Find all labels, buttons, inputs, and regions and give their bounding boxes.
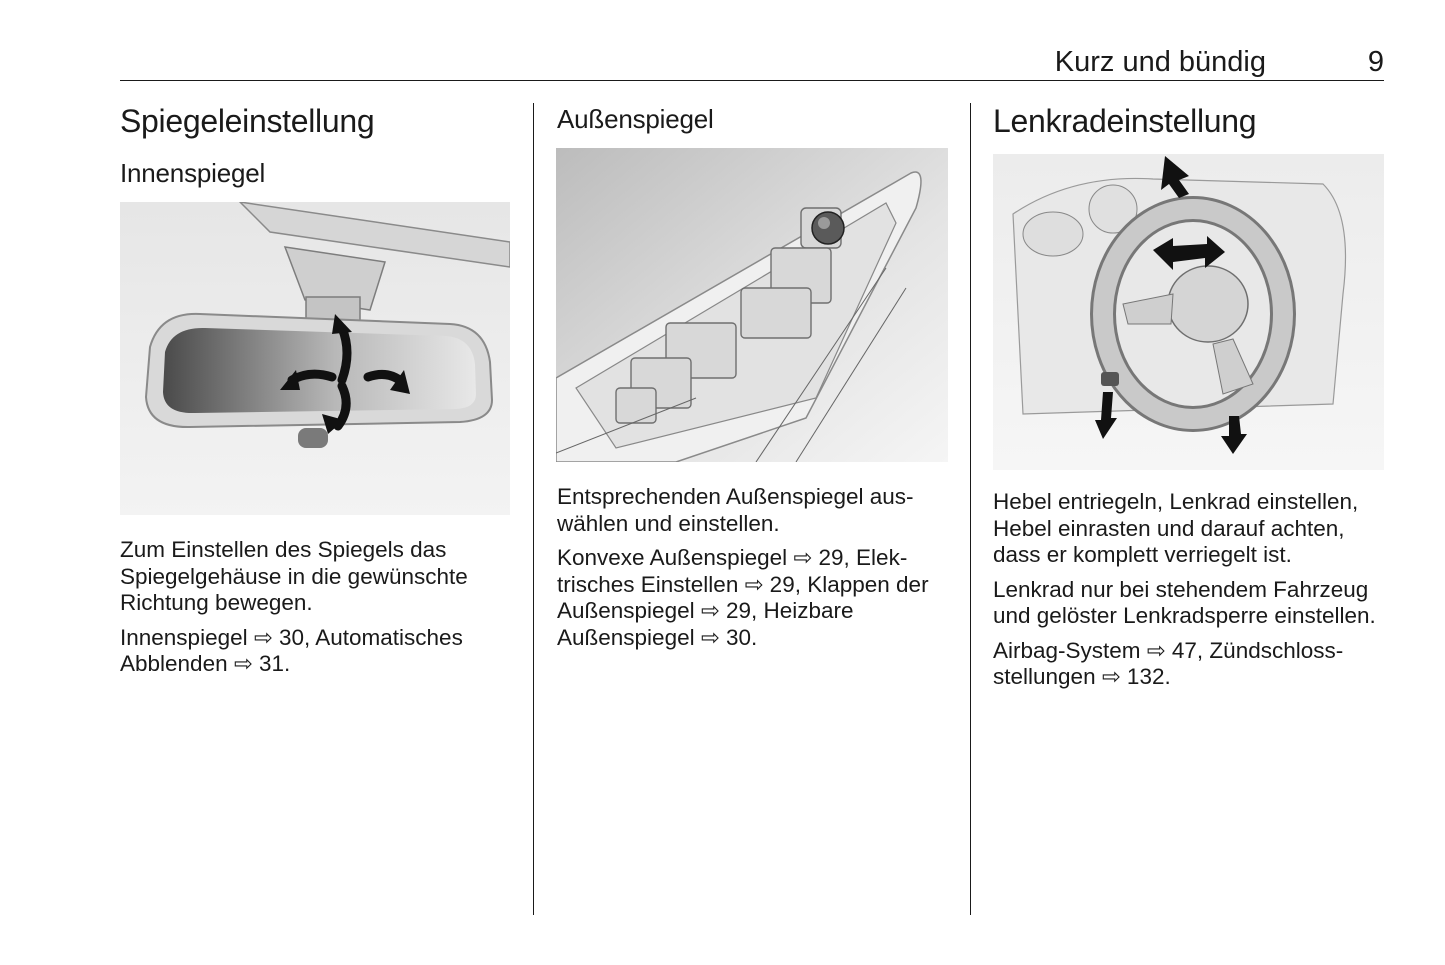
- middle-body: [557, 484, 952, 651]
- page-number: 9: [1367, 46, 1384, 78]
- paragraph: Entsprechenden Außenspiegel auswählen und einstellen.: [557, 484, 914, 536]
- right-body: [993, 489, 1388, 691]
- door-control-panel-illustration: [556, 148, 948, 462]
- left-body: [120, 537, 515, 678]
- header-rule: [120, 80, 1384, 81]
- paragraph: Lenkrad nur bei stehendem Fahrzeug und gelöster Lenkradsperre einstellen.: [993, 576, 1376, 628]
- paragraph: Konvexe Außenspiegel ⇨ 29, Elektrisches Einstellen ⇨ 29, Klappen der Außenspiegel ⇨ 29, Heizbare Außenspiegel ⇨ 30.: [557, 545, 929, 650]
- paragraph: Airbag-System ⇨ 47, Zündschlossstellungen ⇨ 132.: [993, 637, 1344, 689]
- column-divider-right: [970, 103, 971, 915]
- steering-wheel-adjustment-illustration: [993, 154, 1384, 470]
- section-heading-mirror: Spiegeleinstellung: [120, 103, 375, 139]
- rearview-mirror-illustration: [120, 202, 510, 515]
- subheading-exterior-mirror: Außenspiegel: [557, 104, 714, 134]
- running-header-title: Kurz und bündig: [1054, 46, 1266, 78]
- paragraph: Hebel entriegeln, Lenkrad einstellen, Hebel einrasten und darauf achten, dass er komplett verriegelt ist.: [993, 489, 1359, 567]
- subheading-interior-mirror: Innenspiegel: [120, 158, 266, 188]
- paragraph: Innenspiegel ⇨ 30, Automatisches Abblenden ⇨ 31.: [120, 624, 463, 676]
- paragraph: Zum Einstellen des Spiegels das Spiegelgehäuse in die gewünschte Richtung bewegen.: [120, 537, 468, 615]
- section-heading-steering: Lenkradeinstellung: [993, 103, 1257, 139]
- column-divider-left: [533, 103, 534, 915]
